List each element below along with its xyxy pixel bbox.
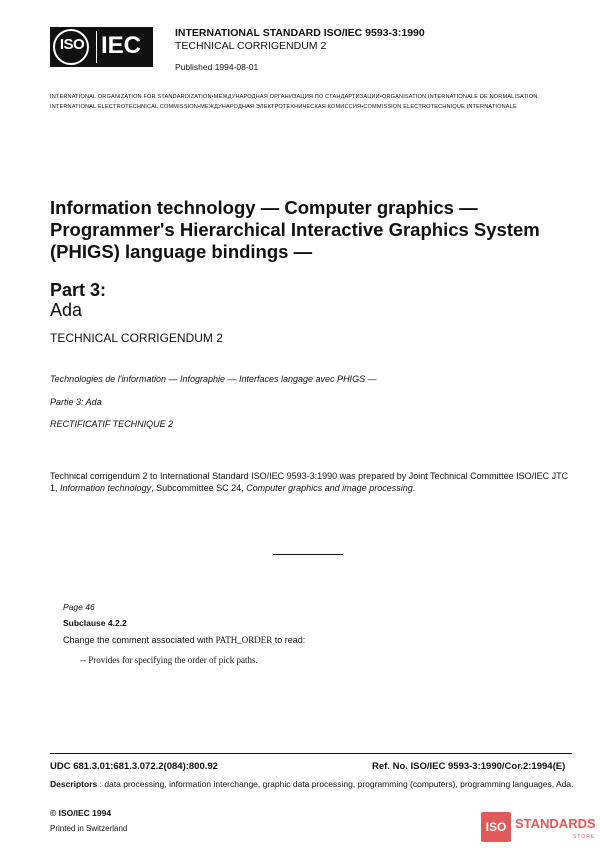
udc-number: UDC 681.3.01:681.3.072.2(084):800.92 — [50, 761, 218, 772]
watermark-text: STANDARDS — [515, 816, 596, 831]
section-divider — [273, 554, 343, 555]
intro-text-1: Technical corrigendum 2 to International Standard ISO/IEC 9593-3:1990 was prepared by Joint Technical Committee ISO/IEC JTC 1, — [50, 471, 569, 493]
change-suffix: to read: — [272, 635, 306, 645]
reference-number: Ref. No. ISO/IEC 9593-3:1990/Cor.2:1994(E) — [372, 761, 566, 772]
descriptors-text: : data processing, information interchange, graphic data processing, programming (computers), programming languages, Ada. — [97, 779, 574, 789]
french-rectificatif: RECTIFICATIF TECHNIQUE 2 — [50, 419, 174, 429]
descriptors — [50, 779, 574, 790]
document-title — [50, 197, 570, 263]
intro-committee: Information technology — [60, 483, 152, 493]
title-line-2: Programmer's Hierarchical Interactive Graphics System — [50, 219, 540, 240]
intro-text-3: . — [412, 483, 416, 493]
technical-corrigendum-title: TECHNICAL CORRIGENDUM 2 — [50, 331, 223, 345]
org-line-iso: INTERNATIONAL ORGANIZATION FOR STANDARDIZATION•МЕЖДУНАРОДНАЯ ОРГАНИЗАЦИЯ ПО СТАНДАРТИЗАЦИИ•ORGANISATION INTERNATIONALE DE NORMALISATION — [50, 94, 538, 100]
change-identifier: PATH_ORDER — [215, 635, 273, 645]
title-line-1: Information technology — Computer graphics — — [50, 197, 478, 218]
title-line-3: (PHIGS) language bindings — — [50, 241, 313, 262]
printed-location: Printed in Switzerland — [50, 824, 128, 833]
part-name: Ada — [50, 300, 83, 320]
french-part: Partie 3: Ada — [50, 397, 102, 407]
iso-standards-store-watermark — [481, 812, 596, 846]
french-title: Technologies de l'information — Infographie — Interfaces langage avec PHIGS — — [50, 374, 377, 384]
footer-rule — [50, 753, 572, 754]
new-comment-text: -- Provides for specifying the order of pick paths. — [80, 655, 258, 665]
amendment-subclause: Subclause 4.2.2 — [63, 618, 127, 628]
watermark-sub: STORE — [573, 834, 596, 840]
amendment-instruction — [63, 635, 305, 645]
logo-divider — [96, 31, 97, 63]
logo-iso-text: ISO — [59, 36, 85, 53]
watermark-iso-box: ISO — [481, 812, 511, 842]
org-line-iec: INTERNATIONAL ELECTROTECHNICAL COMMISSION•МЕЖДУНАРОДНАЯ ЭЛЕКТРОТЕХНИЧЕСКАЯ КОМИССИЯ•COMMISSION ELECTROTECHNIQUE INTERNATIONALE — [50, 104, 517, 110]
logo-iec-text: IEC — [101, 32, 142, 59]
descriptors-label: Descriptors — [50, 779, 98, 789]
standard-number: INTERNATIONAL STANDARD ISO/IEC 9593-3:1990 — [175, 27, 425, 39]
intro-text-2: , Subcommittee SC 24, — [151, 483, 247, 493]
amendment-page: Page 46 — [63, 602, 95, 612]
published-date: Published 1994-08-01 — [175, 62, 259, 72]
iso-iec-logo — [50, 27, 153, 67]
intro-subcommittee: Computer graphics and image processing — [246, 483, 413, 493]
part-number: Part 3: — [50, 280, 107, 300]
corrigendum-label: TECHNICAL CORRIGENDUM 2 — [175, 40, 327, 52]
copyright: © ISO/IEC 1994 — [50, 808, 112, 818]
change-text: Change the comment associated with — [63, 635, 216, 645]
intro-paragraph — [50, 470, 570, 494]
